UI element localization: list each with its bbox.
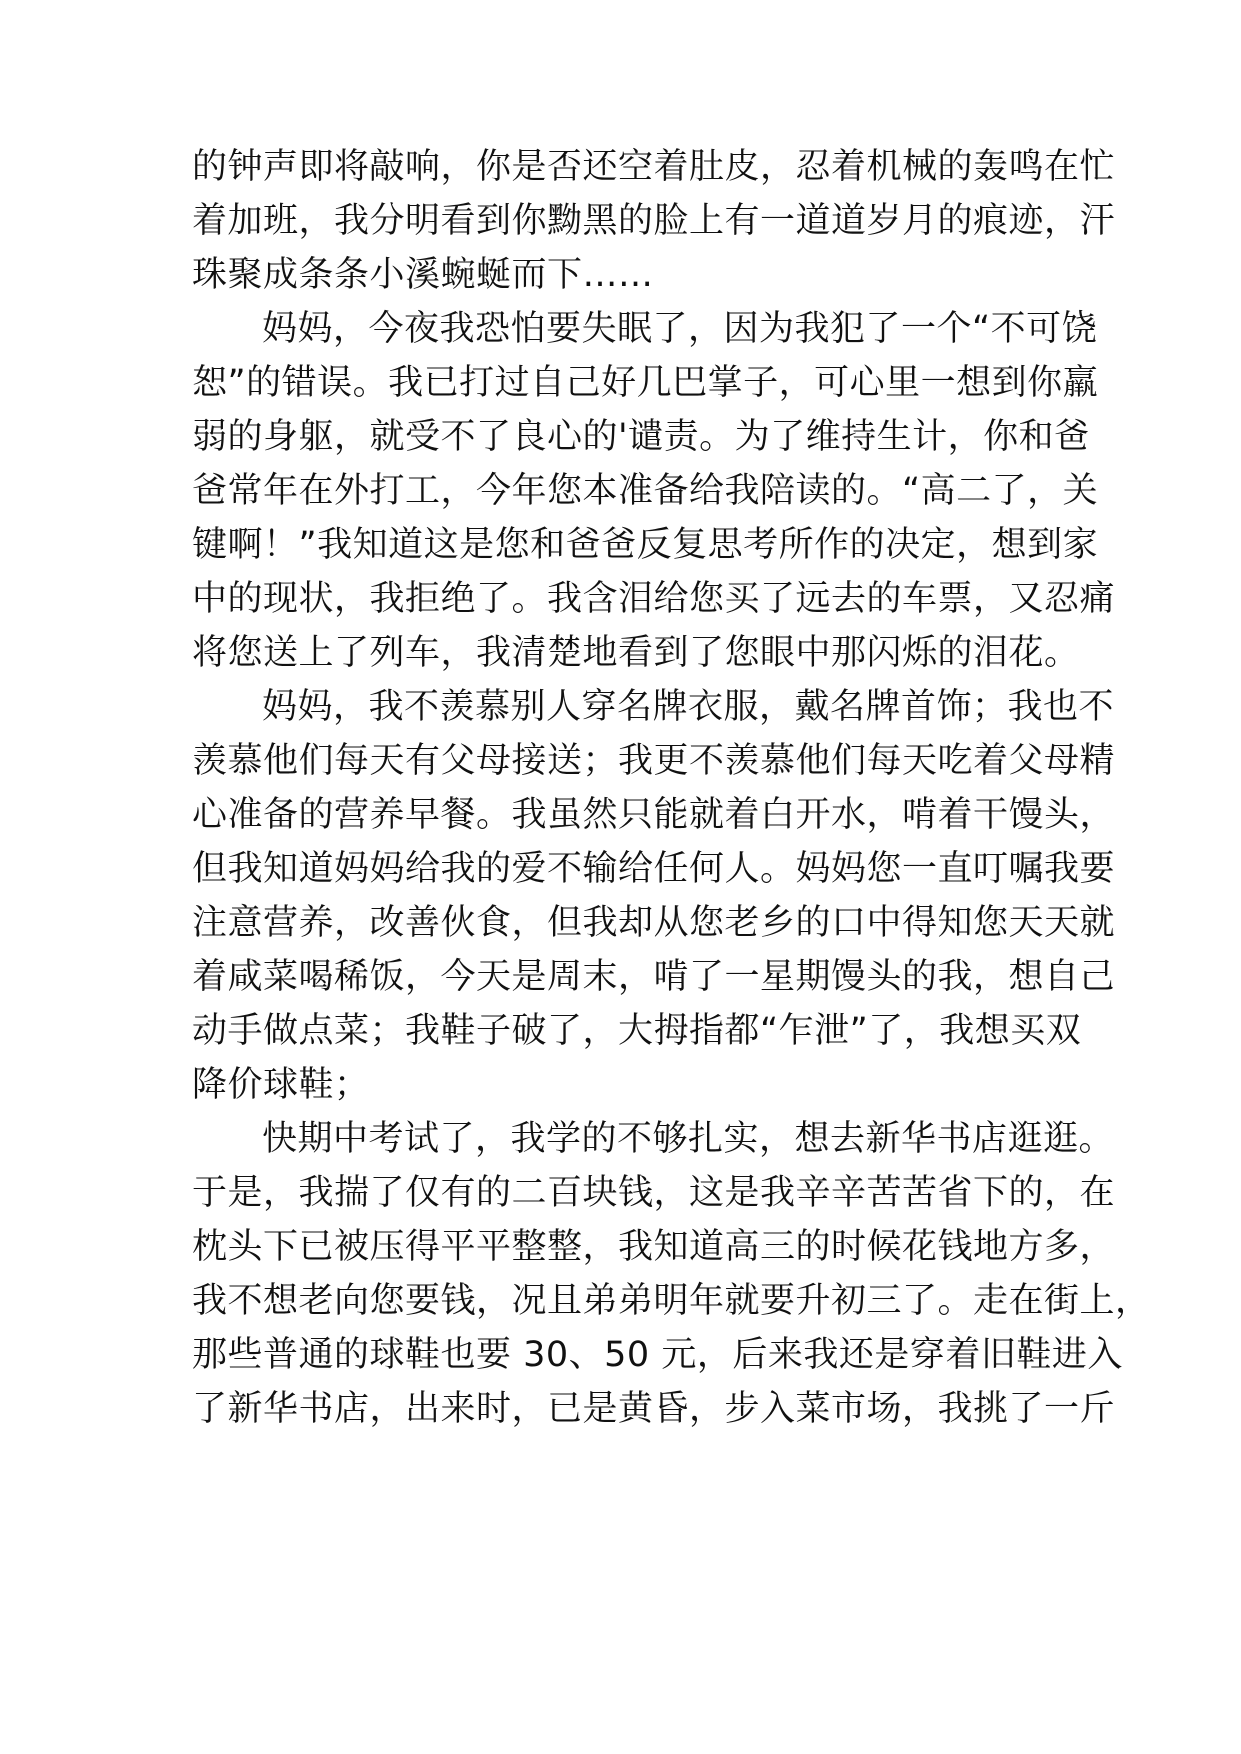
text-line: 珠聚成条条小溪蜿蜒而下…… xyxy=(192,255,654,295)
text-line: 了新华书店，出来时，已是黄昏，步入菜市场，我挑了一斤 xyxy=(192,1389,1116,1429)
text-line: 键啊！”我知道这是您和爸爸反复思考所作的决定，想到家 xyxy=(192,525,1099,565)
paragraph-first-line: 快期中考试了，我学的不够扎实，想去新华书店逛逛。 xyxy=(262,1119,1115,1159)
text-line: 着加班，我分明看到你黝黑的脸上有一道道岁月的痕迹，汗 xyxy=(192,201,1116,241)
text-line: 爸常年在外打工，今年您本准备给我陪读的。“高二了，关 xyxy=(192,471,1099,511)
text-line: 注意营养，改善伙食，但我却从您老乡的口中得知您天天就 xyxy=(192,903,1116,943)
paragraph-first-line: 妈妈，我不羡慕别人穿名牌衣服，戴名牌首饰；我也不 xyxy=(262,687,1115,727)
text-line: 枕头下已被压得平平整整，我知道高三的时候花钱地方多， xyxy=(192,1227,1116,1267)
text-line: 中的现状，我拒绝了。我含泪给您买了远去的车票，又忍痛 xyxy=(192,579,1116,619)
text-line: 心准备的营养早餐。我虽然只能就着白开水，啃着干馒头， xyxy=(192,795,1116,835)
text-line: 动手做点菜；我鞋子破了，大拇指都“乍泄”了，我想买双 xyxy=(192,1011,1082,1051)
text-line: 将您送上了列车，我清楚地看到了您眼中那闪烁的泪花。 xyxy=(192,633,1080,673)
text-line: 于是，我揣了仅有的二百块钱，这是我辛辛苦苦省下的，在 xyxy=(192,1173,1116,1213)
text-line: 但我知道妈妈给我的爱不输给任何人。妈妈您一直叮嘱我要 xyxy=(192,849,1116,889)
text-line: 降价球鞋； xyxy=(192,1065,370,1105)
text-line: 羡慕他们每天有父母接送；我更不羡慕他们每天吃着父母精 xyxy=(192,741,1116,781)
text-line: 弱的身躯，就受不了良心的'谴责。为了维持生计，你和爸 xyxy=(192,417,1090,457)
text-line: 着咸菜喝稀饭，今天是周末，啃了一星期馒头的我，想自己 xyxy=(192,957,1116,997)
text-line: 那些普通的球鞋也要 30、50 元，后来我还是穿着旧鞋进入 xyxy=(192,1335,1123,1375)
paragraph-first-line: 妈妈，今夜我恐怕要失眠了，因为我犯了一个“不可饶 xyxy=(262,309,1098,349)
text-line: 恕”的错误。我已打过自己好几巴掌子，可心里一想到你羸 xyxy=(192,363,1099,403)
text-line: 的钟声即将敲响，你是否还空着肚皮，忍着机械的轰鸣在忙 xyxy=(192,147,1116,187)
text-line: 我不想老向您要钱，况且弟弟明年就要升初三了。走在街上， xyxy=(192,1281,1151,1321)
